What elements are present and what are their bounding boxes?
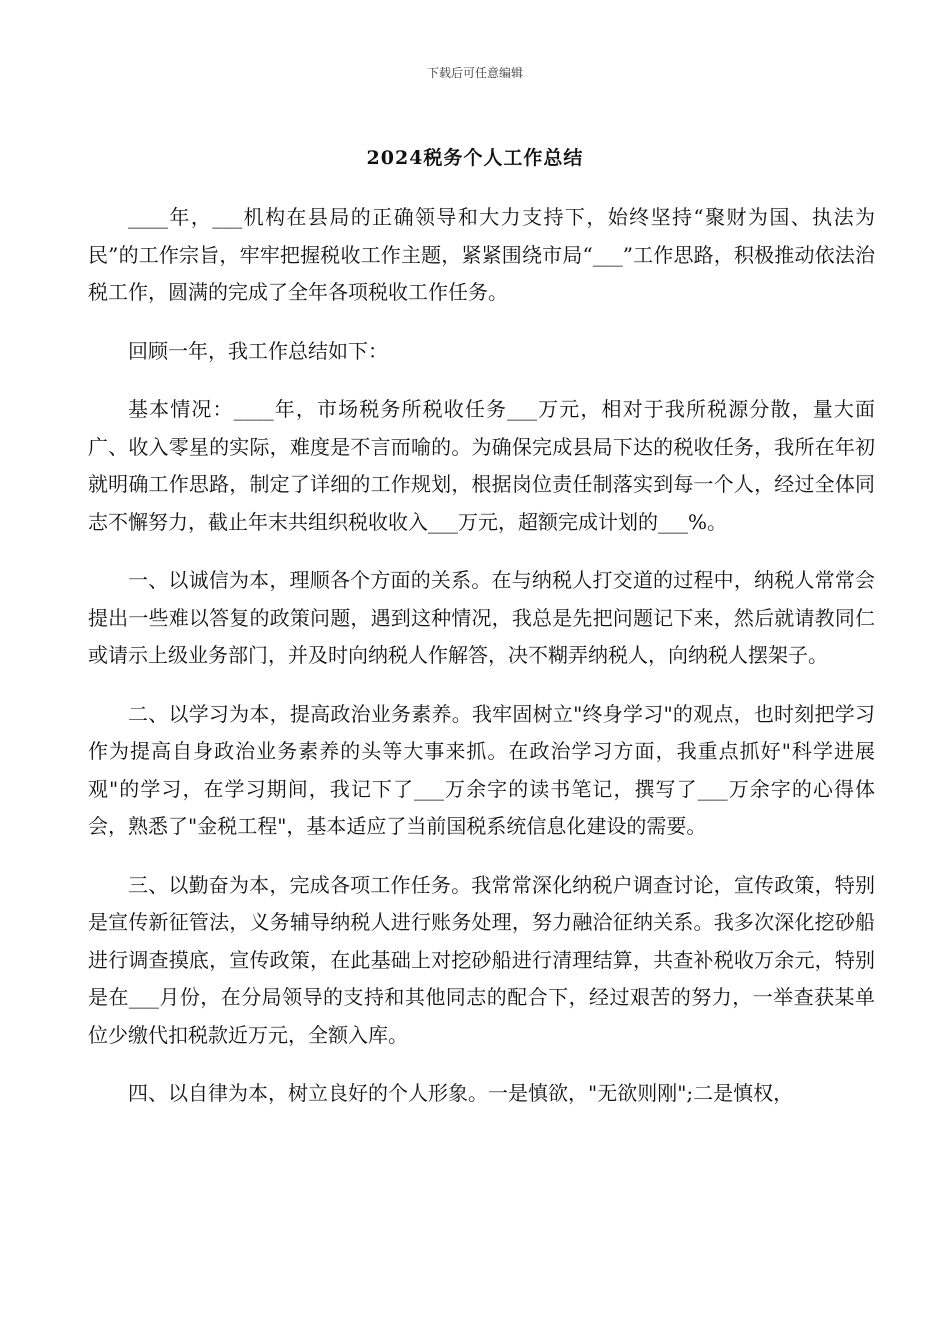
paragraph-section-3: 三、以勤奋为本，完成各项工作任务。我常常深化纳税户调查讨论，宣传政策，特别是宣传新征管法，义务辅导纳税人进行账务处理，努力融洽征纳关系。我多次深化挖砂船进行调查摸底，宣传政策，在此基础上对挖砂船进行清理结算，共查补税收万余元，特别是在___月份，在分局领导的支持和其他同志的配合下，经过艰苦的努力，一举查获某单位少缴代扣税款近万元，全额入库。 xyxy=(88,872,875,1047)
paragraph-review: 回顾一年，我工作总结如下： xyxy=(128,338,388,363)
paragraph-intro: ____年，___机构在县局的正确领导和大力支持下，始终坚持“聚财为国、执法为民”的工作宗旨，牢牢把握税收工作主题，紧紧围绕市局“___”工作思路，积极推动依法治税工作，圆满的完成了全年各项税收工作任务。 xyxy=(88,205,875,304)
document-title: 2024税务个人工作总结 xyxy=(366,147,584,169)
paragraph-basic-situation: 基本情况：____年，市场税务所税收任务___万元，相对于我所税源分散，量大面广、收入零星的实际，难度是不言而喻的。为确保完成县局下达的税收任务，我所在年初就明确工作思路，制定了详细的工作规划，根据岗位责任制落实到每一个人，经过全体同志不懈努力，截止年末共组织税收收入___万元，超额完成计划的___%。 xyxy=(88,397,875,534)
document-body xyxy=(88,199,875,1134)
paragraph-section-4: 四、以自律为本，树立良好的个人形象。一是慎欲，"无欲则刚";二是慎权， xyxy=(128,1081,794,1105)
paragraph-section-1: 一、以诚信为本，理顺各个方面的关系。在与纳税人打交道的过程中，纳税人常常会提出一些难以答复的政策问题，遇到这种情况，我总是先把问题记下来，然后就请教同仁或请示上级业务部门，并及时向纳税人作解答，决不糊弄纳税人，向纳税人摆架子。 xyxy=(88,568,875,667)
page-header: 下载后可任意编辑 xyxy=(426,66,523,80)
paragraph-section-2: 二、以学习为本，提高政治业务素养。我牢固树立"终身学习"的观点，也时刻把学习作为提高自身政治业务素养的头等大事来抓。在政治学习方面，我重点抓好"科学进展观"的学习，在学习期间，我记下了___万余字的读书笔记，撰写了___万余字的心得体会，熟悉了"金税工程"，基本适应了当前国税系统信息化建设的需要。 xyxy=(88,701,875,838)
